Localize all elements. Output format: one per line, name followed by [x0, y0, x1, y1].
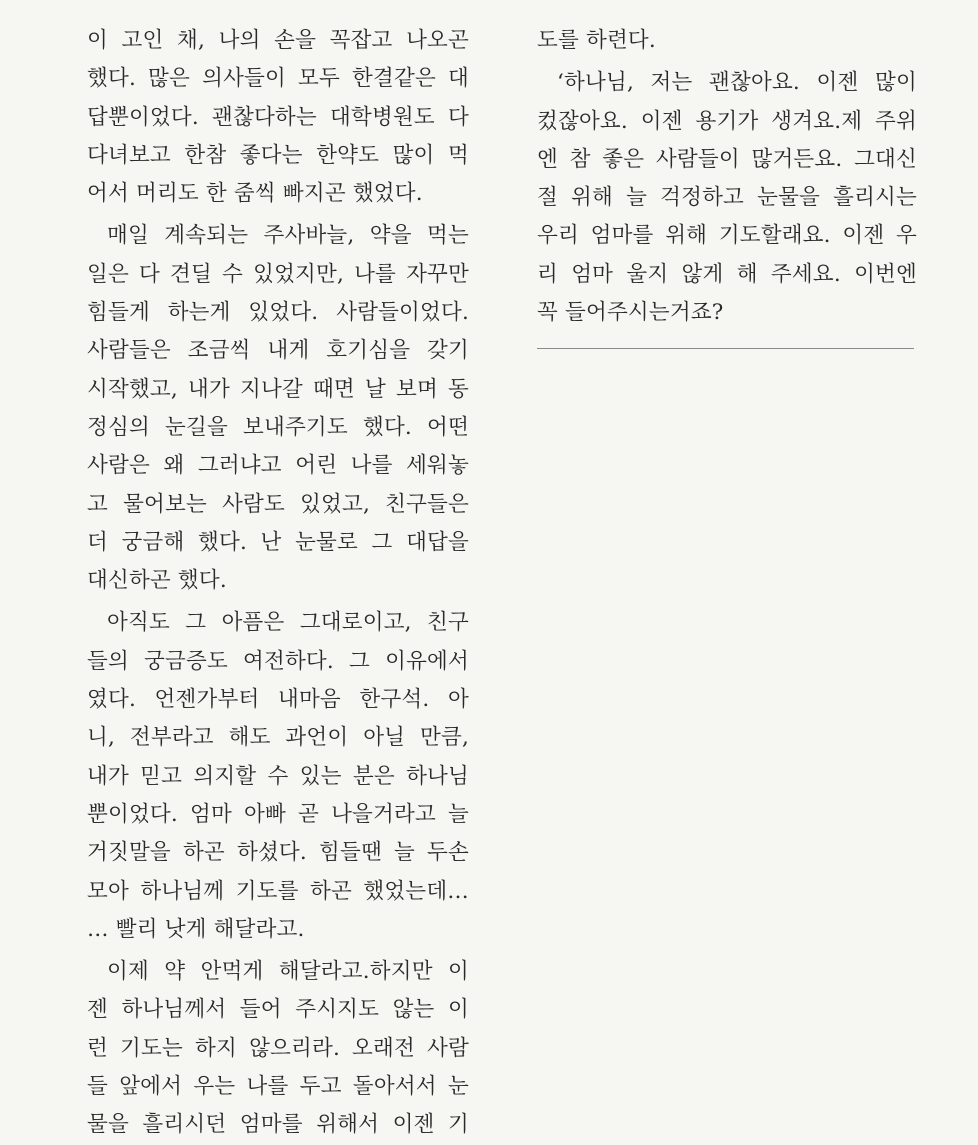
text-line: 도를 하련다. [537, 28, 656, 53]
text-line: 했다. 많은 의사들이 모두 한결같은 대 [87, 66, 469, 92]
text-line: 이 고인 채, 나의 손을 꼭잡고 나오곤 [87, 28, 469, 53]
text-line: 리 엄마 울지 않게 해 주세요. 이번엔 [537, 261, 917, 287]
paragraph-3 [87, 604, 469, 949]
text-line: 엔 참 좋은 사람들이 많거든요. 그대신 [537, 146, 917, 172]
text-line: ‘하나님, 저는 괜찮아요. 이젠 많이 [557, 70, 917, 96]
text-line: 물을 흘리시던 엄마를 위해서 이젠 기 [87, 1112, 469, 1138]
text-line: 사람은 왜 그러냐고 어린 나를 세워놓 [87, 453, 469, 479]
text-line: 정심의 눈길을 보내주기도 했다. 어떤 [87, 414, 469, 440]
text-line: 시작했고, 내가 지나갈 때면 날 보며 동 [87, 376, 469, 402]
text-line: 다녀보고 한참 좋다는 한약도 많이 먹 [87, 142, 469, 168]
text-line: 매일 계속되는 주사바늘, 약을 먹는 [107, 223, 469, 249]
text-line: 고 물어보는 사람도 있었고, 친구들은 [87, 491, 469, 517]
text-line: 꼭 들어주시는거죠? [537, 300, 724, 326]
paragraph-5 [537, 22, 917, 60]
text-line: 우리 엄마를 위해 기도할래요. 이젠 우 [537, 223, 917, 249]
paragraph-6 [537, 64, 917, 332]
text-line: … 빨리 낫게 해달라고. [87, 916, 305, 942]
text-line: 어서 머리도 한 줌씩 빠지곤 했었다. [87, 181, 423, 207]
section-divider-rule [537, 348, 914, 349]
text-line: 아직도 그 아픔은 그대로이고, 친구 [107, 610, 469, 636]
text-line: 일은 다 견딜 수 있었지만, 나를 자꾸만 [87, 261, 469, 287]
paragraph-2 [87, 217, 469, 600]
text-line: 런 기도는 하지 않으리라. 오래전 사람 [87, 1035, 469, 1061]
text-line: 뿐이었다. 엄마 아빠 곧 나을거라고 늘 [87, 801, 469, 827]
text-line: 거짓말을 하곤 하셨다. 힘들땐 늘 두손 [87, 840, 469, 866]
text-line: 들 앞에서 우는 나를 두고 돌아서서 눈 [87, 1074, 469, 1100]
text-line: 젠 하나님께서 들어 주시지도 않는 이 [87, 997, 469, 1023]
text-line: 대신하곤 했다. [87, 568, 227, 594]
right-text-column [537, 22, 917, 332]
text-line: 답뿐이었다. 괜찮다하는 대학병원도 다 [87, 104, 469, 130]
paragraph-4 [87, 953, 469, 1144]
text-line: 힘들게 하는게 있었다. 사람들이었다. [87, 300, 469, 326]
paragraph-1 [87, 22, 469, 213]
text-line: 절 위해 늘 걱정하고 눈물을 흘리시는 [537, 185, 917, 211]
text-line: 니, 전부라고 해도 과언이 아닐 만큼, [87, 725, 469, 751]
text-line: 이제 약 안먹게 해달라고.하지만 이 [107, 959, 469, 985]
text-line: 였다. 언젠가부터 내마음 한구석. 아 [87, 687, 469, 713]
text-line: 사람들은 조금씩 내게 호기심을 갖기 [87, 338, 469, 364]
text-line: 컸잖아요. 이젠 용기가 생겨요.제 주위 [537, 108, 917, 134]
text-line: 모아 하나님께 기도를 하곤 했었는데… [87, 878, 469, 904]
text-line: 더 궁금해 했다. 난 눈물로 그 대답을 [87, 529, 469, 555]
left-text-column [87, 22, 469, 1145]
text-line: 내가 믿고 의지할 수 있는 분은 하나님 [87, 763, 469, 789]
text-line: 들의 궁금증도 여전하다. 그 이유에서 [87, 648, 469, 674]
